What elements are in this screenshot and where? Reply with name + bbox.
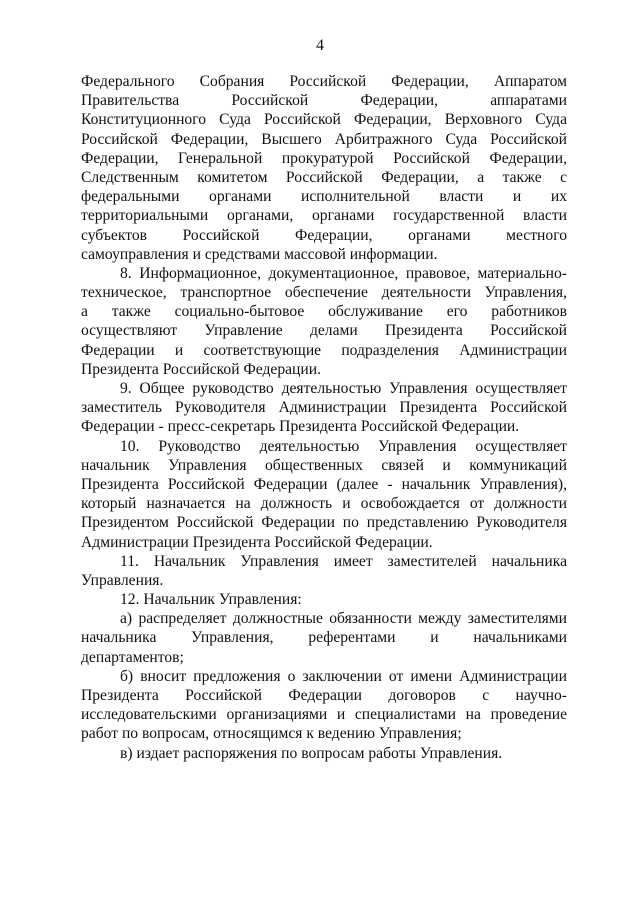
paragraph-10 bbox=[81, 437, 567, 552]
text-line: Федерального Собрания Российской Федерации, Аппаратом bbox=[81, 73, 567, 90]
text-line: Следственным комитетом Российской Федерации, а также с bbox=[81, 168, 567, 186]
text-line: Управления. bbox=[81, 571, 164, 589]
paragraph-12v bbox=[81, 744, 567, 763]
paragraph-8 bbox=[81, 264, 567, 379]
paragraph-12 bbox=[81, 590, 567, 609]
text-line: 8. Информационное, документационное, правовое, материально- bbox=[120, 264, 567, 282]
paragraph-12a bbox=[81, 609, 567, 667]
text-line: Президентом Российской Федерации по представлению Руководителя bbox=[81, 514, 567, 532]
text-line: Российской Федерации, Высшего Арбитражного Суда Российской bbox=[81, 130, 567, 148]
text-line: субъектов Российской Федерации, органами местного bbox=[81, 226, 567, 244]
text-line: а) распределяет должностные обязанности между заместителями bbox=[120, 610, 567, 628]
text-line: осуществляют Управление делами Президента Российской bbox=[81, 322, 567, 340]
text-line: а также социально-бытовое обслуживание его работников bbox=[81, 303, 567, 321]
paragraph-11 bbox=[81, 552, 567, 590]
text-line: Правительства Российской Федерации, аппаратами bbox=[81, 92, 567, 110]
text-line: начальника Управления, референтами и начальниками bbox=[81, 629, 567, 647]
text-line: 11. Начальник Управления имеет заместителей начальника bbox=[120, 552, 567, 570]
page-number: 4 bbox=[316, 37, 324, 54]
text-line: 9. Общее руководство деятельностью Управления осуществляет bbox=[120, 380, 567, 397]
text-line: 12. Начальник Управления: bbox=[120, 591, 302, 609]
text-line: территориальными органами, органами государственной власти bbox=[81, 207, 567, 225]
text-line: б) вносит предложения о заключении от имени Администрации bbox=[120, 667, 567, 685]
text-line: техническое, транспортное обеспечение деятельности Управления, bbox=[81, 284, 567, 302]
text-line: 10. Руководство деятельностью Управления осуществляет bbox=[120, 437, 567, 455]
text-line: заместитель Руководителя Администрации Президента Российской bbox=[81, 399, 567, 417]
text-line: Администрации Президента Российской Федерации. bbox=[81, 533, 433, 551]
text-line: департаментов; bbox=[81, 648, 184, 666]
text-line: Федерации, Генеральной прокуратурой Российской Федерации, bbox=[81, 149, 567, 167]
text-line: начальник Управления общественных связей и коммуникаций bbox=[81, 456, 567, 474]
text-line: федеральными органами исполнительной власти и их bbox=[81, 188, 567, 206]
document-body bbox=[81, 72, 567, 763]
text-line: который назначается на должность и освобождается от должности bbox=[81, 495, 567, 513]
text-line: в) издает распоряжения по вопросам работы Управления. bbox=[120, 744, 503, 762]
text-line: Президента Российской Федерации (далее - начальник Управления), bbox=[81, 475, 567, 493]
text-line: Президента Российской Федерации договоров с научно- bbox=[81, 687, 567, 704]
paragraph-continuation bbox=[81, 72, 567, 264]
text-line: Федерации и соответствующие подразделения Администрации bbox=[81, 341, 567, 359]
text-line: исследовательскими организациями и специалистами на проведение bbox=[81, 706, 567, 724]
text-line: работ по вопросам, относящимся к ведению Управления; bbox=[81, 725, 462, 743]
text-line: самоуправления и средствами массовой информации. bbox=[81, 245, 438, 263]
text-line: Президента Российской Федерации. bbox=[81, 360, 321, 378]
paragraph-9 bbox=[81, 379, 567, 437]
text-line: Федерации - пресс-секретарь Президента Российской Федерации. bbox=[81, 418, 520, 436]
text-line: Конституционного Суда Российской Федерации, Верховного Суда bbox=[81, 111, 567, 129]
paragraph-12b bbox=[81, 667, 567, 744]
